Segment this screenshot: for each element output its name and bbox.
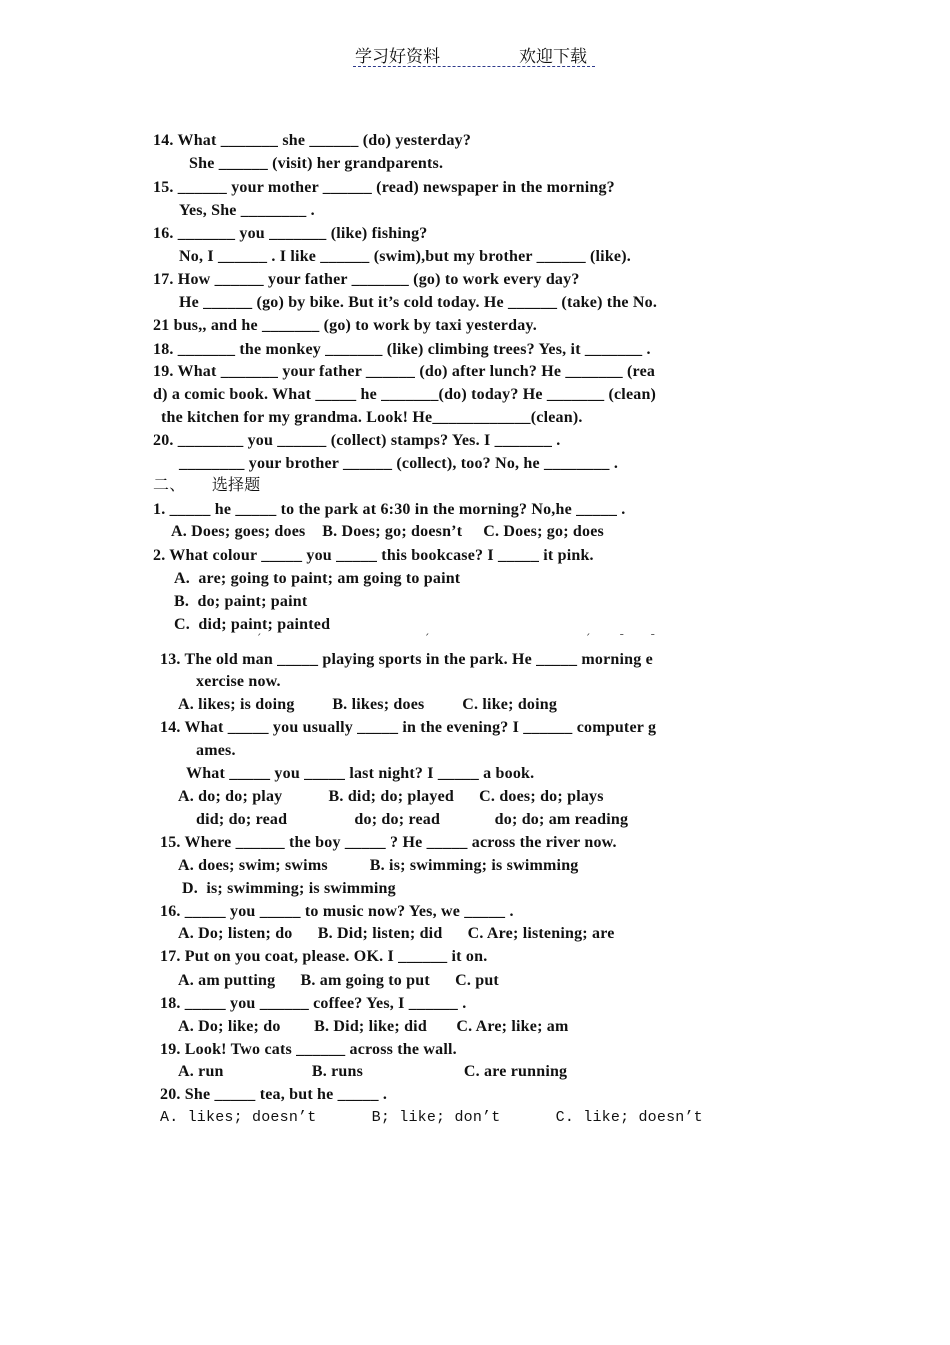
section-title: 二、 选择题	[153, 475, 261, 494]
worksheet-line: 13. The old man _____ playing sports in the park. He _____ morning e	[160, 651, 653, 668]
worksheet-line: the kitchen for my grandma. Look! He____________(clean).	[161, 409, 583, 426]
header-left-text: 学习好资料	[355, 47, 440, 67]
header-right-text: 欢迎下载	[519, 47, 587, 67]
worksheet-line: 2. What colour _____ you _____ this bookcase? I _____ it pink.	[153, 547, 594, 564]
scan-artifact: ˊ	[424, 632, 430, 645]
worksheet-line: 14. What _____ you usually _____ in the evening? I ______ computer g	[160, 719, 657, 736]
worksheet-line: What _____ you _____ last night? I _____ a book.	[186, 765, 535, 782]
worksheet-line: 16. _______ you _______ (like) fishing?	[153, 225, 428, 242]
worksheet-line: A. Do; listen; do B. Did; listen; did C. Are; listening; are	[178, 925, 615, 942]
worksheet-line: 14. What _______ she ______ (do) yesterday?	[153, 132, 472, 149]
worksheet-line: D. is; swimming; is swimming	[182, 880, 396, 897]
worksheet-line: She ______ (visit) her grandparents.	[189, 155, 444, 172]
scan-artifact: ˊ	[256, 632, 262, 645]
worksheet-line: 15. Where ______ the boy _____ ? He _____ across the river now.	[160, 834, 617, 851]
worksheet-line: did; do; read do; do; read do; do; am reading	[196, 811, 629, 828]
scan-artifact: ˊ	[585, 632, 591, 645]
worksheet-line: 18. _____ you ______ coffee? Yes, I ______ .	[160, 995, 467, 1012]
worksheet-line: 17. How ______ your father _______ (go) to work every day?	[153, 271, 580, 288]
worksheet-line: A. Does; goes; does B. Does; go; doesn’t C. Does; go; does	[171, 523, 604, 540]
worksheet-line: ________ your brother ______ (collect), too? No, he ________ .	[179, 455, 619, 472]
worksheet-line: A. am putting B. am going to put C. put	[178, 972, 499, 989]
worksheet-line: 1. _____ he _____ to the park at 6:30 in the morning? No,he _____ .	[153, 501, 626, 518]
worksheet-line: 19. Look! Two cats ______ across the wall.	[160, 1041, 457, 1058]
page-header	[353, 40, 595, 67]
worksheet-line: A. do; do; play B. did; do; played C. does; do; plays	[178, 788, 604, 805]
worksheet-line: 19. What _______ your father ______ (do) after lunch? He _______ (rea	[153, 363, 656, 380]
worksheet-line: 20. She _____ tea, but he _____ .	[160, 1086, 388, 1103]
worksheet-line: A. are; going to paint; am going to paint	[174, 570, 461, 587]
worksheet-line: ames.	[196, 742, 236, 759]
scan-artifact: ˉ	[650, 632, 656, 645]
worksheet-line: 20. ________ you ______ (collect) stamps? Yes. I _______ .	[153, 432, 561, 449]
worksheet-line: 21 bus,, and he _______ (go) to work by taxi yesterday.	[153, 317, 537, 334]
scan-artifact: ˉ	[619, 632, 625, 645]
worksheet-line: 17. Put on you coat, please. OK. I ______ it on.	[160, 948, 488, 965]
worksheet-line: 16. _____ you _____ to music now? Yes, we _____ .	[160, 903, 514, 920]
worksheet-line: A. Do; like; do B. Did; like; did C. Are; like; am	[178, 1018, 569, 1035]
worksheet-line: C. did; paint; painted	[174, 616, 331, 633]
worksheet-line: 15. ______ your mother ______ (read) newspaper in the morning?	[153, 179, 615, 196]
worksheet-line: 18. _______ the monkey _______ (like) climbing trees? Yes, it _______ .	[153, 341, 651, 358]
worksheet-line: xercise now.	[196, 673, 281, 690]
worksheet-line: d) a comic book. What _____ he _______(do) today? He _______ (clean)	[153, 386, 657, 403]
worksheet-line: A. does; swim; swims B. is; swimming; is swimming	[178, 857, 579, 874]
worksheet-line: A. likes; doesn’t B; like; don’t C. like; doesn’t	[160, 1109, 703, 1126]
worksheet-line: A. likes; is doing B. likes; does C. like; doing	[178, 696, 558, 713]
worksheet-line: B. do; paint; paint	[174, 593, 308, 610]
worksheet-line: He ______ (go) by bike. But it’s cold today. He ______ (take) the No.	[179, 294, 658, 311]
worksheet-line: No, I ______ . I like ______ (swim),but my brother ______ (like).	[179, 248, 631, 265]
worksheet-line: Yes, She ________ .	[179, 202, 315, 219]
worksheet-line: A. run B. runs C. are running	[178, 1063, 568, 1080]
